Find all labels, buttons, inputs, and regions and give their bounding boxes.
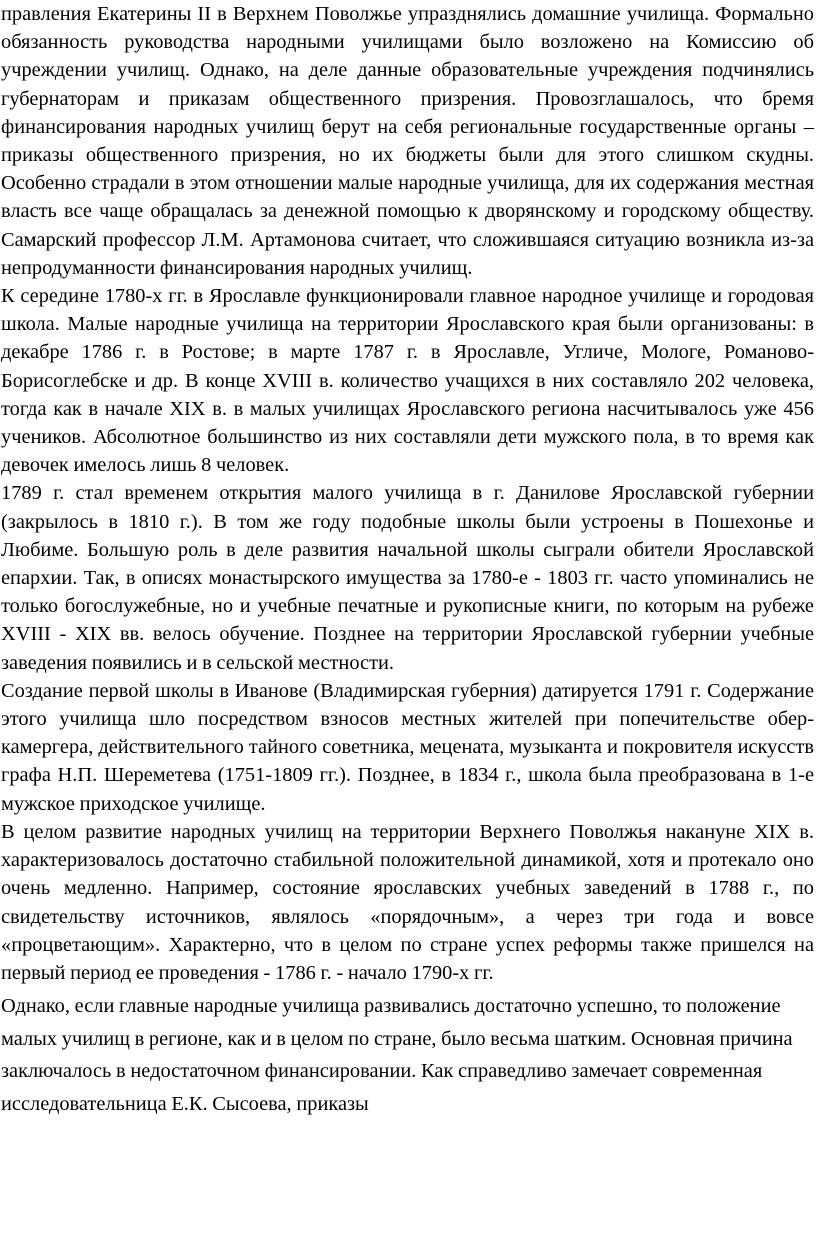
paragraph-5: В целом развитие народных училищ на территории Верхнего Поволжья накануне XIX в. характеризовалось достаточно стабильной положительной динамикой, хотя и протекало оно очень медленно. Например, состояние ярославских учебных заведений в 1788 г., по свидетельству источников, являлось «порядочным», а через три года и вовсе «процветающим». Характерно, что в целом по стране успех реформы также пришелся на первый период ее проведения - 1786 г. - начало 1790-х гг. bbox=[1, 820, 814, 984]
paragraph-6: Однако, если главные народные училища развивались достаточно успешно, то положение малых училищ в регионе, как и в целом по стране, было весьма шатким. Основная причина заключалось в недостаточном финансировании. Как справедливо замечает современная исследовательница Е.К. Сысоева, приказы bbox=[1, 995, 793, 1115]
paragraph-4: Создание первой школы в Иванове (Владимирская губерния) датируется 1791 г. Содержание этого училища шло посредством взносов местных жителей при попечительстве обер-камергера, действительного тайного советника, мецената, музыканта и покровителя искусств графа Н.П. Шереметева (1751-1809 гг.). Позднее, в 1834 г., школа была преобразована в 1-е мужское приходское училище. bbox=[1, 679, 814, 815]
paragraph-1: правления Екатерины II в Верхнем Поволжье упразднялись домашние училища. Формально обязанность руководства народными училищами было возложено на Комиссию об учреждении училищ. Однако, на деле данные образовательные учреждения подчинялись губернаторам и приказам общественного призрения. Провозглашалось, что бремя финансирования народных училищ берут на себя региональные государственные органы – приказы общественного призрения, но их бюджеты были для этого слишком скудны. Особенно страдали в этом отношении малые народные училища, для их содержания местная власть все чаще обращалась за денежной помощью к дворянскому и городскому обществу. Самарский профессор Л.М. Артамонова считает, что сложившаяся ситуацию возникла из-за непродуманности финансирования народных училищ. bbox=[1, 3, 814, 279]
paragraph-3: 1789 г. стал временем открытия малого училища в г. Данилове Ярославской губернии (закрылось в 1810 г.). В том же году подобные школы были устроены в Пошехонье и Любиме. Большую роль в деле развития начальной школы сыграли обители Ярославской епархии. Так, в описях монастырского имущества за 1780-е - 1803 гг. часто упоминались не только богослужебные, но и учебные печатные и рукописные книги, по которым на рубеже XVIII - XIX вв. велось обучение. Позднее на территории Ярославской губернии учебные заведения появились и в сельской местности. bbox=[1, 482, 814, 674]
paragraph-2: К середине 1780-х гг. в Ярославле функционировали главное народное училище и городовая школа. Малые народные училища на территории Ярославского края были организованы: в декабре 1786 г. в Ростове; в марте 1787 г. в Ярославле, Угличе, Мологе, Романово-Борисоглебске и др. В конце XVIII в. количество учащихся в них составляло 202 человека, тогда как в начале XIX в. в малых училищах Ярославского региона насчитывалось уже 456 учеников. Абсолютное большинство из них составляли дети мужского пола, в то время как девочек имелось лишь 8 человек. bbox=[1, 285, 814, 477]
